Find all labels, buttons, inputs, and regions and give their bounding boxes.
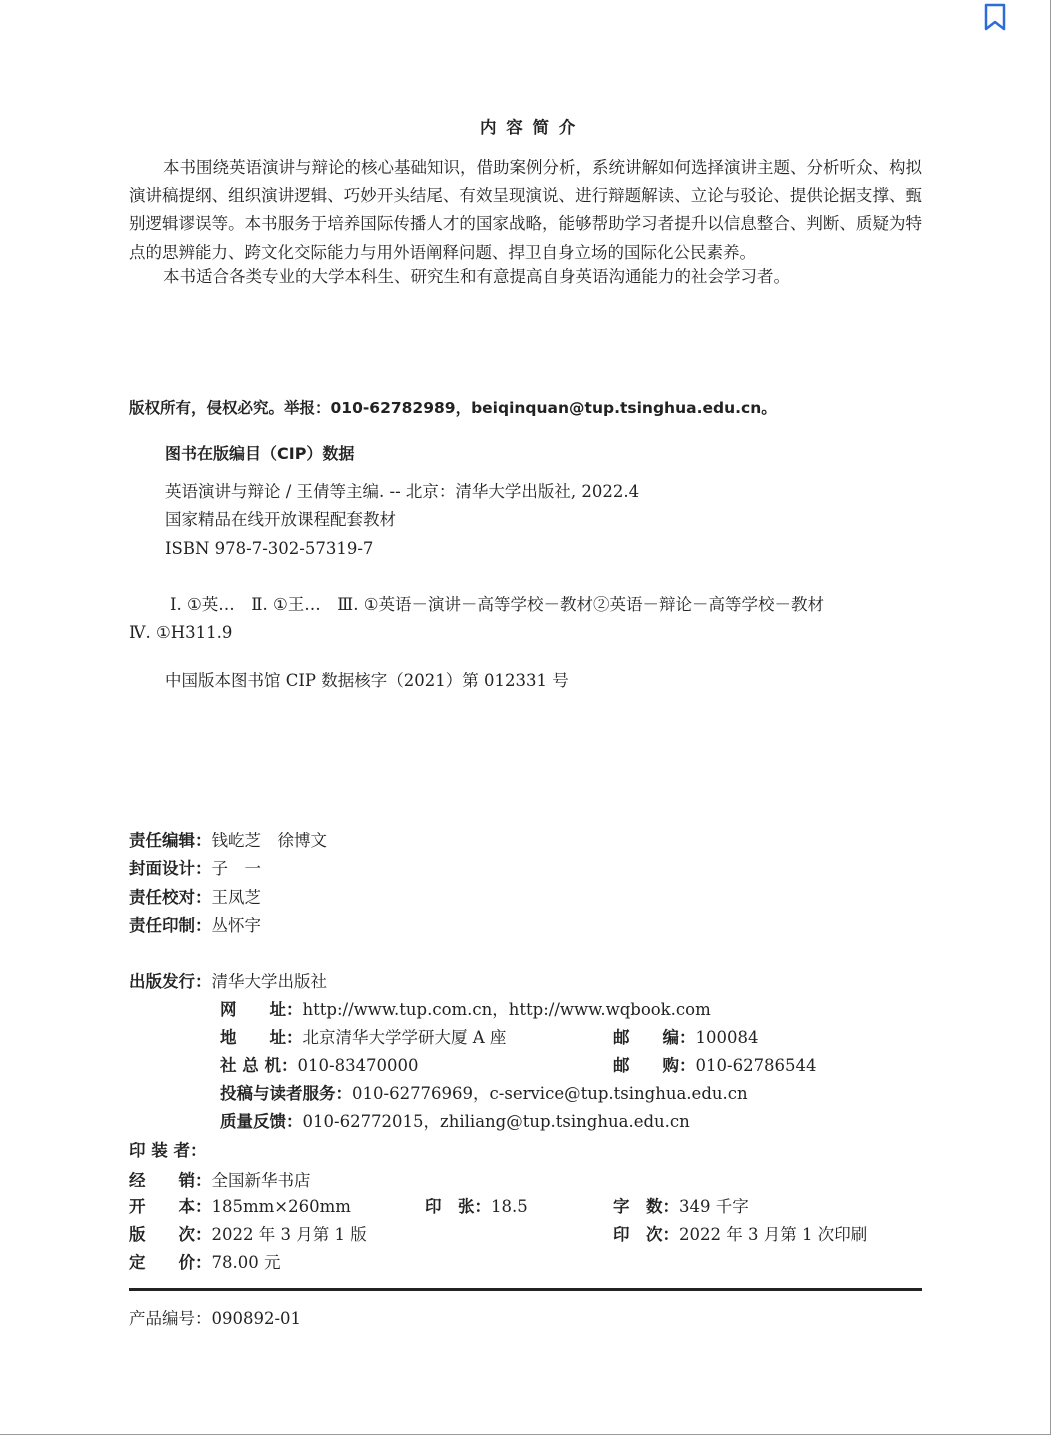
phone-row bbox=[220, 1055, 419, 1077]
quality-label: 质量反馈： bbox=[220, 1112, 303, 1131]
words-label: 字 数： bbox=[613, 1197, 679, 1216]
staff-row bbox=[129, 915, 261, 937]
sheets-value: 18.5 bbox=[491, 1197, 528, 1216]
service-row bbox=[220, 1083, 748, 1105]
staff-value: 王凤芝 bbox=[211, 888, 261, 907]
summary-audience: 本书适合各类专业的大学本科生、研究生和有意提高自身英语沟通能力的社会学习者。 bbox=[163, 267, 790, 286]
staff-value: 丛怀宇 bbox=[211, 916, 261, 935]
printing-label: 印 次： bbox=[613, 1225, 679, 1244]
printing-value: 2022 年 3 月第 1 次印刷 bbox=[679, 1225, 868, 1244]
edition-value: 2022 年 3 月第 1 版 bbox=[211, 1225, 367, 1244]
staff-label: 责任编辑： bbox=[129, 831, 212, 850]
edition-row bbox=[129, 1224, 367, 1246]
website-label: 网 址： bbox=[220, 1000, 303, 1019]
mail-order-label: 邮 购： bbox=[613, 1056, 696, 1075]
publisher-label: 出版发行： bbox=[129, 972, 212, 991]
quality-row bbox=[220, 1111, 690, 1133]
mail-order-row bbox=[613, 1055, 817, 1077]
zip-label: 邮 编： bbox=[613, 1028, 696, 1047]
website-row bbox=[220, 999, 711, 1021]
service-value: 010-62776969，c-service@tup.tsinghua.edu.cn bbox=[352, 1084, 748, 1103]
sheets-label: 印 张： bbox=[425, 1197, 491, 1216]
zip-row bbox=[613, 1027, 759, 1049]
summary-paragraph: 本书围绕英语演讲与辩论的核心基础知识，借助案例分析，系统讲解如何选择演讲主题、分析听众、构拟演讲稿提纲、组织演讲逻辑、巧妙开头结尾、有效呈现演说、进行辩题解读、立论与驳论、提供论据支撑、甄别逻辑谬误等。本书服务于培养国际传播人才的国家战略，能够帮助学习者提升以信息整合、判断、质疑为特点的思辨能力、跨文化交际能力与用外语阐释问题、捍卫自身立场的国际化公民素养。 bbox=[129, 158, 922, 262]
product-code-value: 090892-01 bbox=[211, 1309, 302, 1328]
phone-label: 社 总 机： bbox=[220, 1056, 298, 1075]
summary-title: 内 容 简 介 bbox=[480, 118, 578, 137]
copyright-notice: 版权所有，侵权必究。举报：010-62782989，beiqinquan@tup.tsinghua.edu.cn。 bbox=[129, 399, 777, 417]
staff-label: 责任印制： bbox=[129, 916, 212, 935]
distributor-row bbox=[129, 1170, 311, 1192]
format-value: 185mm×260mm bbox=[211, 1197, 351, 1216]
cip-line: 英语演讲与辩论 / 王倩等主编. -- 北京：清华大学出版社, 2022.4 bbox=[165, 482, 640, 501]
words-row bbox=[613, 1196, 749, 1218]
printing-row bbox=[613, 1224, 867, 1246]
product-code-row bbox=[129, 1308, 301, 1330]
cip-isbn: ISBN 978-7-302-57319-7 bbox=[165, 539, 374, 558]
cip-line: 国家精品在线开放课程配套教材 bbox=[165, 510, 396, 529]
price-value: 78.00 元 bbox=[211, 1253, 281, 1272]
staff-label: 封面设计： bbox=[129, 859, 212, 878]
sheets-row bbox=[425, 1196, 528, 1218]
address-value: 北京清华大学学研大厦 A 座 bbox=[302, 1028, 507, 1047]
distributor-label: 经 销： bbox=[129, 1171, 212, 1190]
format-row bbox=[129, 1196, 351, 1218]
distributor-value: 全国新华书店 bbox=[211, 1171, 311, 1190]
quality-value: 010-62772015，zhiliang@tup.tsinghua.edu.cn bbox=[302, 1112, 690, 1131]
price-label: 定 价： bbox=[129, 1253, 212, 1272]
address-label: 地 址： bbox=[220, 1028, 303, 1047]
divider bbox=[129, 1288, 922, 1291]
price-row bbox=[129, 1252, 280, 1274]
printer-label: 印 装 者： bbox=[129, 1141, 207, 1160]
cip-classification: Ⅳ. ①H311.9 bbox=[129, 623, 233, 642]
edition-label: 版 次： bbox=[129, 1225, 212, 1244]
website-value: http://www.tup.com.cn，http://www.wqbook.com bbox=[302, 1000, 711, 1019]
address-row bbox=[220, 1027, 506, 1049]
publisher-row bbox=[129, 971, 327, 993]
publisher-name: 清华大学出版社 bbox=[211, 972, 327, 991]
staff-value: 钱屹芝 徐博文 bbox=[211, 831, 327, 850]
bookmark-icon[interactable] bbox=[984, 3, 1006, 31]
staff-row bbox=[129, 887, 261, 909]
staff-row bbox=[129, 830, 327, 852]
phone-value: 010-83470000 bbox=[297, 1056, 419, 1075]
mail-order-value: 010-62786544 bbox=[695, 1056, 817, 1075]
words-value: 349 千字 bbox=[679, 1197, 749, 1216]
cip-record-number: 中国版本图书馆 CIP 数据核字（2021）第 012331 号 bbox=[165, 671, 569, 690]
staff-row bbox=[129, 858, 261, 880]
staff-label: 责任校对： bbox=[129, 888, 212, 907]
service-label: 投稿与读者服务： bbox=[220, 1084, 352, 1103]
product-code-label: 产品编号： bbox=[129, 1309, 212, 1328]
cip-classification: Ⅰ. ①英… Ⅱ. ①王… Ⅲ. ①英语－演讲－高等学校－教材②英语－辩论－高等学校－教材 bbox=[170, 595, 824, 614]
cip-title: 图书在版编目（CIP）数据 bbox=[165, 444, 355, 463]
format-label: 开 本： bbox=[129, 1197, 212, 1216]
zip-value: 100084 bbox=[695, 1028, 759, 1047]
staff-value: 子 一 bbox=[211, 859, 261, 878]
